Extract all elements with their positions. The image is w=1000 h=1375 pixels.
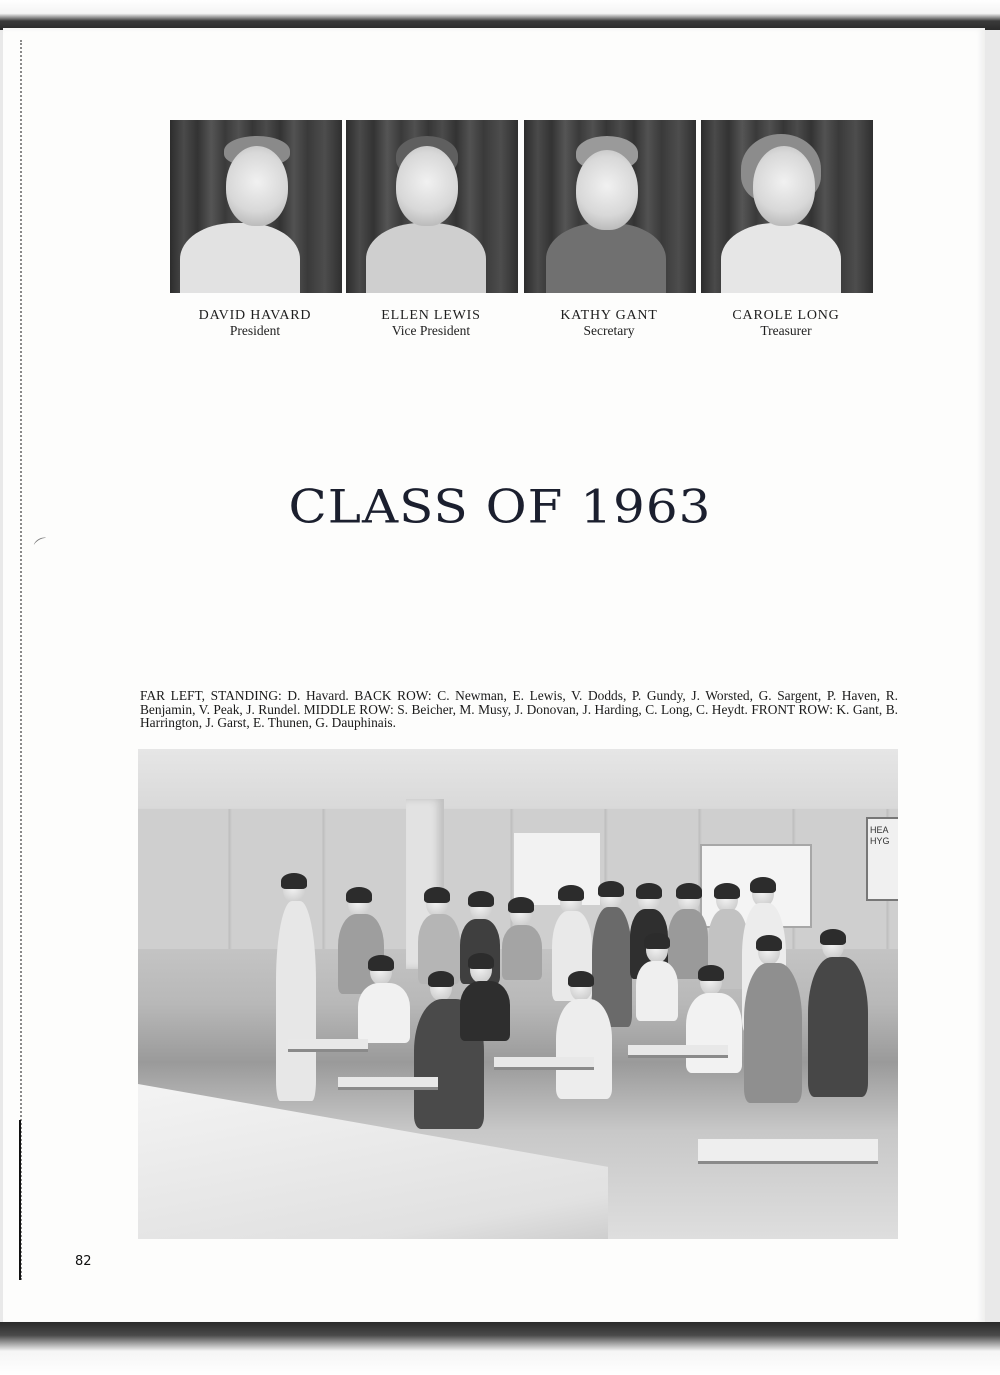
spine-line — [19, 1120, 21, 1280]
scan-top-edge — [0, 0, 1000, 30]
officer-secretary — [524, 120, 694, 338]
officer-treasurer — [701, 120, 871, 338]
pencil-mark: ⌒ — [32, 536, 53, 557]
officer-title: Secretary — [583, 323, 635, 338]
wall-poster — [866, 817, 898, 901]
officer-name: KATHY GANT — [560, 308, 658, 323]
officer-title: Vice President — [391, 323, 471, 338]
wall-chart — [514, 833, 600, 905]
officer-president — [170, 120, 340, 338]
class-heading: CLASS OF 1963 — [288, 480, 712, 534]
officer-name: ELLEN LEWIS — [381, 308, 481, 323]
officer-photo — [346, 120, 518, 293]
officer-name: CAROLE LONG — [732, 308, 840, 323]
officer-photo — [524, 120, 696, 293]
class-group-photo — [138, 749, 898, 1239]
lab-table — [138, 1084, 608, 1239]
photo-caption: FAR LEFT, STANDING: D. Havard. BACK ROW: C. Newman, E. Lewis, V. Dodds, P. Gundy, J. Worsted, G. Sargent, P. Haven, R. Benjamin, V. Peak, J. Rundel. MIDDLE ROW: S. Beicher, M. Musy, J. Donovan, J. Harding, C. Long, C. Heydt. FRONT ROW: K. Gant, B. Harrington, J. Garst, E. Thunen, G. Dauphinais. — [140, 688, 898, 730]
officer-vice-president — [346, 120, 516, 338]
page-spine — [20, 40, 24, 1280]
officer-name: DAVID HAVARD — [198, 308, 312, 323]
officer-photo — [701, 120, 873, 293]
poster-text: HEA HYG — [870, 825, 890, 846]
page-number: 82 — [75, 1254, 92, 1269]
officer-title: Treasurer — [760, 323, 812, 338]
officer-photo — [170, 120, 342, 293]
officer-title: President — [229, 323, 281, 338]
scan-bottom-edge — [0, 1322, 1000, 1375]
